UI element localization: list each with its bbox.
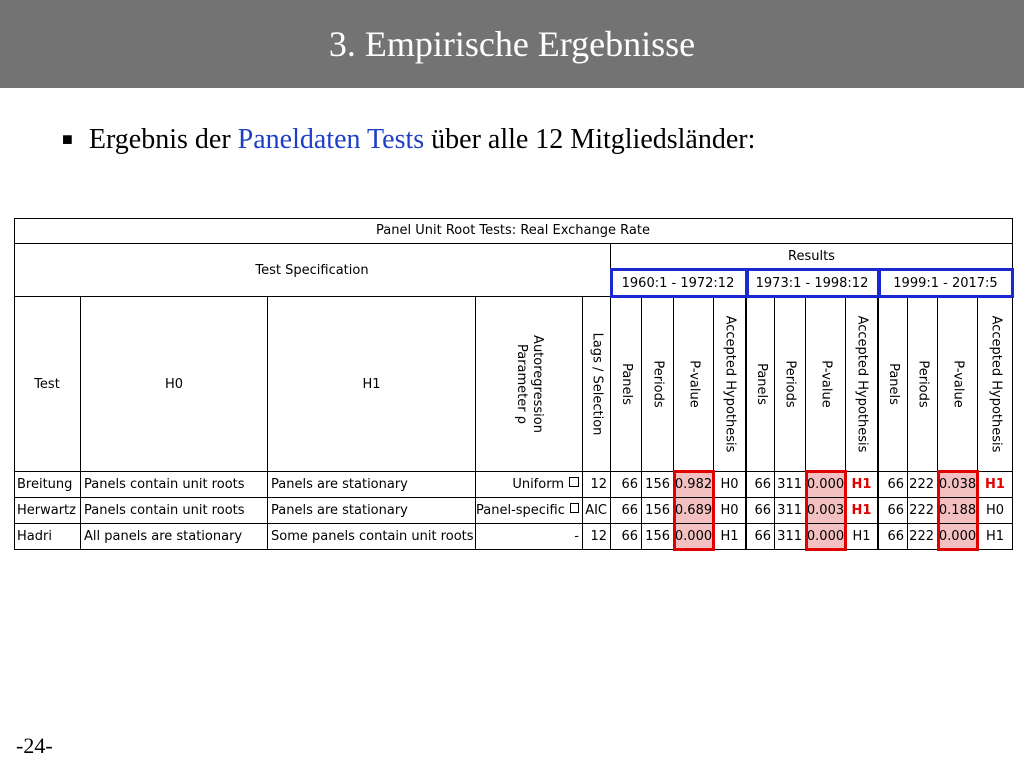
row-periods-text: 311 — [777, 477, 802, 492]
col-header-periods-text: Periods — [915, 360, 931, 408]
row-pvalue — [938, 472, 978, 498]
row-periods — [775, 472, 806, 498]
subtitle-text-pre: Ergebnis der — [88, 124, 231, 155]
row-pvalue — [674, 524, 714, 550]
test-specification-header — [14, 244, 611, 297]
row-panels — [611, 524, 642, 550]
row-accepted-text: H1 — [851, 477, 872, 492]
row-accepted — [714, 498, 747, 524]
row-h1-text: Panels are stationary — [271, 503, 408, 518]
col-header-lags-text: Lags / Selection — [589, 332, 605, 436]
row-pvalue — [674, 472, 714, 498]
row-autoreg — [476, 524, 583, 550]
row-periods-text: 311 — [777, 529, 802, 544]
row-pvalue-text: 0.000 — [938, 529, 977, 544]
col-header-h1 — [268, 297, 476, 472]
row-pvalue-text: 0.000 — [674, 529, 713, 544]
row-accepted-text: H0 — [720, 503, 739, 518]
period-header — [747, 270, 879, 297]
row-periods — [642, 498, 674, 524]
row-periods-text: 156 — [645, 529, 670, 544]
row-accepted — [978, 524, 1013, 550]
row-pvalue-text: 0.000 — [806, 477, 845, 492]
row-accepted-text: H0 — [985, 503, 1005, 518]
col-header-accepted-text: Accepted Hypothesis — [722, 315, 738, 453]
col-header-test-text: Test — [34, 376, 60, 392]
row-pvalue-text: 0.038 — [938, 477, 977, 492]
col-header-periods-text: Periods — [650, 360, 666, 408]
row-periods-text: 311 — [777, 503, 802, 518]
row-periods-text: 222 — [909, 529, 934, 544]
col-header-panels — [879, 297, 908, 472]
period-header — [879, 270, 1013, 297]
row-periods-text: 156 — [645, 477, 670, 492]
row-panels-text: 66 — [887, 477, 904, 492]
row-periods — [908, 524, 938, 550]
col-header-panels — [611, 297, 642, 472]
col-header-pvalue — [938, 297, 978, 472]
row-test — [14, 498, 81, 524]
row-lags — [583, 498, 611, 524]
row-panels-text: 66 — [621, 477, 638, 492]
row-panels — [879, 472, 908, 498]
title-bar — [0, 0, 1024, 88]
row-pvalue-text: 0.003 — [806, 503, 845, 518]
row-h1-text: Panels are stationary — [271, 477, 408, 492]
row-periods-text: 222 — [909, 503, 934, 518]
row-h0-text: Panels contain unit roots — [84, 503, 245, 518]
row-pvalue-text: 0.982 — [674, 477, 713, 492]
row-h1-text: Some panels contain unit roots — [271, 529, 474, 544]
col-header-accepted — [846, 297, 879, 472]
row-autoreg-text: - — [574, 529, 579, 544]
col-header-autoreg — [476, 297, 583, 472]
col-header-h0 — [81, 297, 268, 472]
col-header-accepted-text: Accepted Hypothesis — [854, 315, 870, 453]
row-accepted — [978, 472, 1013, 498]
row-accepted — [714, 524, 747, 550]
results-table — [14, 218, 1013, 550]
square-symbol-icon — [570, 503, 579, 513]
row-test — [14, 524, 81, 550]
row-autoreg — [476, 498, 583, 524]
row-panels-text: 66 — [754, 477, 771, 492]
row-h0-text: All panels are stationary — [84, 529, 243, 544]
row-periods-text: 156 — [645, 503, 670, 518]
col-header-autoreg-text: Autoregression Parameter ρ — [514, 335, 545, 433]
row-accepted — [846, 498, 879, 524]
col-header-accepted — [978, 297, 1013, 472]
row-accepted — [978, 498, 1013, 524]
row-panels — [879, 498, 908, 524]
row-pvalue-text: 0.188 — [938, 503, 977, 518]
row-lags-text: AIC — [585, 503, 607, 518]
row-autoreg — [476, 472, 583, 498]
row-pvalue — [674, 498, 714, 524]
subtitle-line — [62, 120, 755, 162]
row-autoreg-text: Panel-specific — [476, 503, 565, 518]
row-panels — [747, 472, 775, 498]
slide-title: 3. Empirische Ergebnisse — [328, 24, 696, 64]
col-header-panels-text: Panels — [619, 363, 634, 405]
row-panels-text: 66 — [887, 529, 904, 544]
row-panels-text: 66 — [621, 503, 638, 518]
row-accepted-text: H1 — [985, 529, 1005, 544]
row-panels — [611, 498, 642, 524]
col-header-pvalue-text: P-value — [950, 360, 966, 408]
period-header-text: 1960:1 - 1972:12 — [621, 275, 735, 291]
row-h0 — [81, 524, 268, 550]
col-header-periods — [908, 297, 938, 472]
col-header-h0-text: H0 — [164, 376, 184, 392]
row-pvalue — [806, 524, 846, 550]
row-lags-text: 12 — [590, 477, 607, 492]
row-h1 — [268, 498, 476, 524]
row-lags — [583, 472, 611, 498]
row-test-text: Herwartz — [17, 503, 76, 518]
row-periods — [642, 472, 674, 498]
col-header-panels — [747, 297, 775, 472]
row-panels-text: 66 — [754, 529, 771, 544]
row-h0 — [81, 472, 268, 498]
row-panels — [611, 472, 642, 498]
col-header-periods — [775, 297, 806, 472]
row-autoreg-text: Uniform — [512, 477, 564, 492]
row-accepted — [846, 524, 879, 550]
results-header-text: Results — [788, 249, 835, 264]
square-symbol-icon — [569, 477, 579, 487]
row-pvalue — [806, 472, 846, 498]
row-accepted-text: H1 — [985, 477, 1005, 492]
row-periods — [775, 524, 806, 550]
row-pvalue-text: 0.689 — [674, 503, 713, 518]
row-test — [14, 472, 81, 498]
row-accepted — [846, 472, 879, 498]
square-bullet-icon: ■ — [62, 129, 73, 149]
col-header-accepted — [714, 297, 747, 472]
row-h1 — [268, 472, 476, 498]
row-h0 — [81, 498, 268, 524]
row-panels-text: 66 — [621, 529, 638, 544]
row-h0-text: Panels contain unit roots — [84, 477, 245, 492]
row-periods — [642, 524, 674, 550]
row-test-text: Hadri — [17, 529, 52, 544]
table-caption — [14, 218, 1013, 244]
col-header-lags — [583, 297, 611, 472]
col-header-periods-text: Periods — [783, 360, 798, 408]
subtitle-text-post: über alle 12 Mitgliedsländer: — [431, 124, 756, 155]
results-header — [611, 244, 1013, 270]
row-test-text: Breitung — [17, 477, 73, 492]
row-periods — [908, 472, 938, 498]
row-periods — [908, 498, 938, 524]
row-panels — [747, 498, 775, 524]
table-caption-text: Panel Unit Root Tests: Real Exchange Rate — [376, 223, 650, 238]
period-header-text: 1999:1 - 2017:5 — [893, 275, 998, 291]
row-periods — [775, 498, 806, 524]
col-header-test — [14, 297, 81, 472]
test-specification-header-text: Test Specification — [255, 262, 369, 278]
row-panels — [747, 524, 775, 550]
col-header-pvalue-text: P-value — [818, 360, 834, 408]
row-panels-text: 66 — [754, 503, 771, 518]
row-panels-text: 66 — [887, 503, 904, 518]
col-header-panels-text: Panels — [753, 363, 769, 405]
row-lags — [583, 524, 611, 550]
col-header-accepted-text: Accepted Hypothesis — [988, 315, 1004, 453]
col-header-pvalue — [806, 297, 846, 472]
row-pvalue — [938, 524, 978, 550]
row-periods-text: 222 — [909, 477, 934, 492]
col-header-h1-text: H1 — [362, 376, 381, 392]
row-pvalue-text: 0.000 — [806, 529, 845, 544]
col-header-pvalue — [674, 297, 714, 472]
page-number: -24- — [16, 733, 53, 758]
period-header — [611, 270, 747, 297]
row-accepted-text: H1 — [852, 529, 871, 544]
row-accepted — [714, 472, 747, 498]
row-panels — [879, 524, 908, 550]
row-accepted-text: H1 — [851, 503, 872, 518]
row-lags-text: 12 — [590, 529, 607, 544]
row-accepted-text: H1 — [720, 529, 739, 544]
col-header-pvalue-text: P-value — [686, 360, 702, 408]
period-header-text: 1973:1 - 1998:12 — [755, 275, 869, 291]
subtitle-highlight: Paneldaten Tests — [237, 124, 425, 155]
row-pvalue — [938, 498, 978, 524]
row-pvalue — [806, 498, 846, 524]
row-h1 — [268, 524, 476, 550]
col-header-panels-text: Panels — [886, 363, 901, 405]
col-header-periods — [642, 297, 674, 472]
row-accepted-text: H0 — [720, 477, 739, 492]
